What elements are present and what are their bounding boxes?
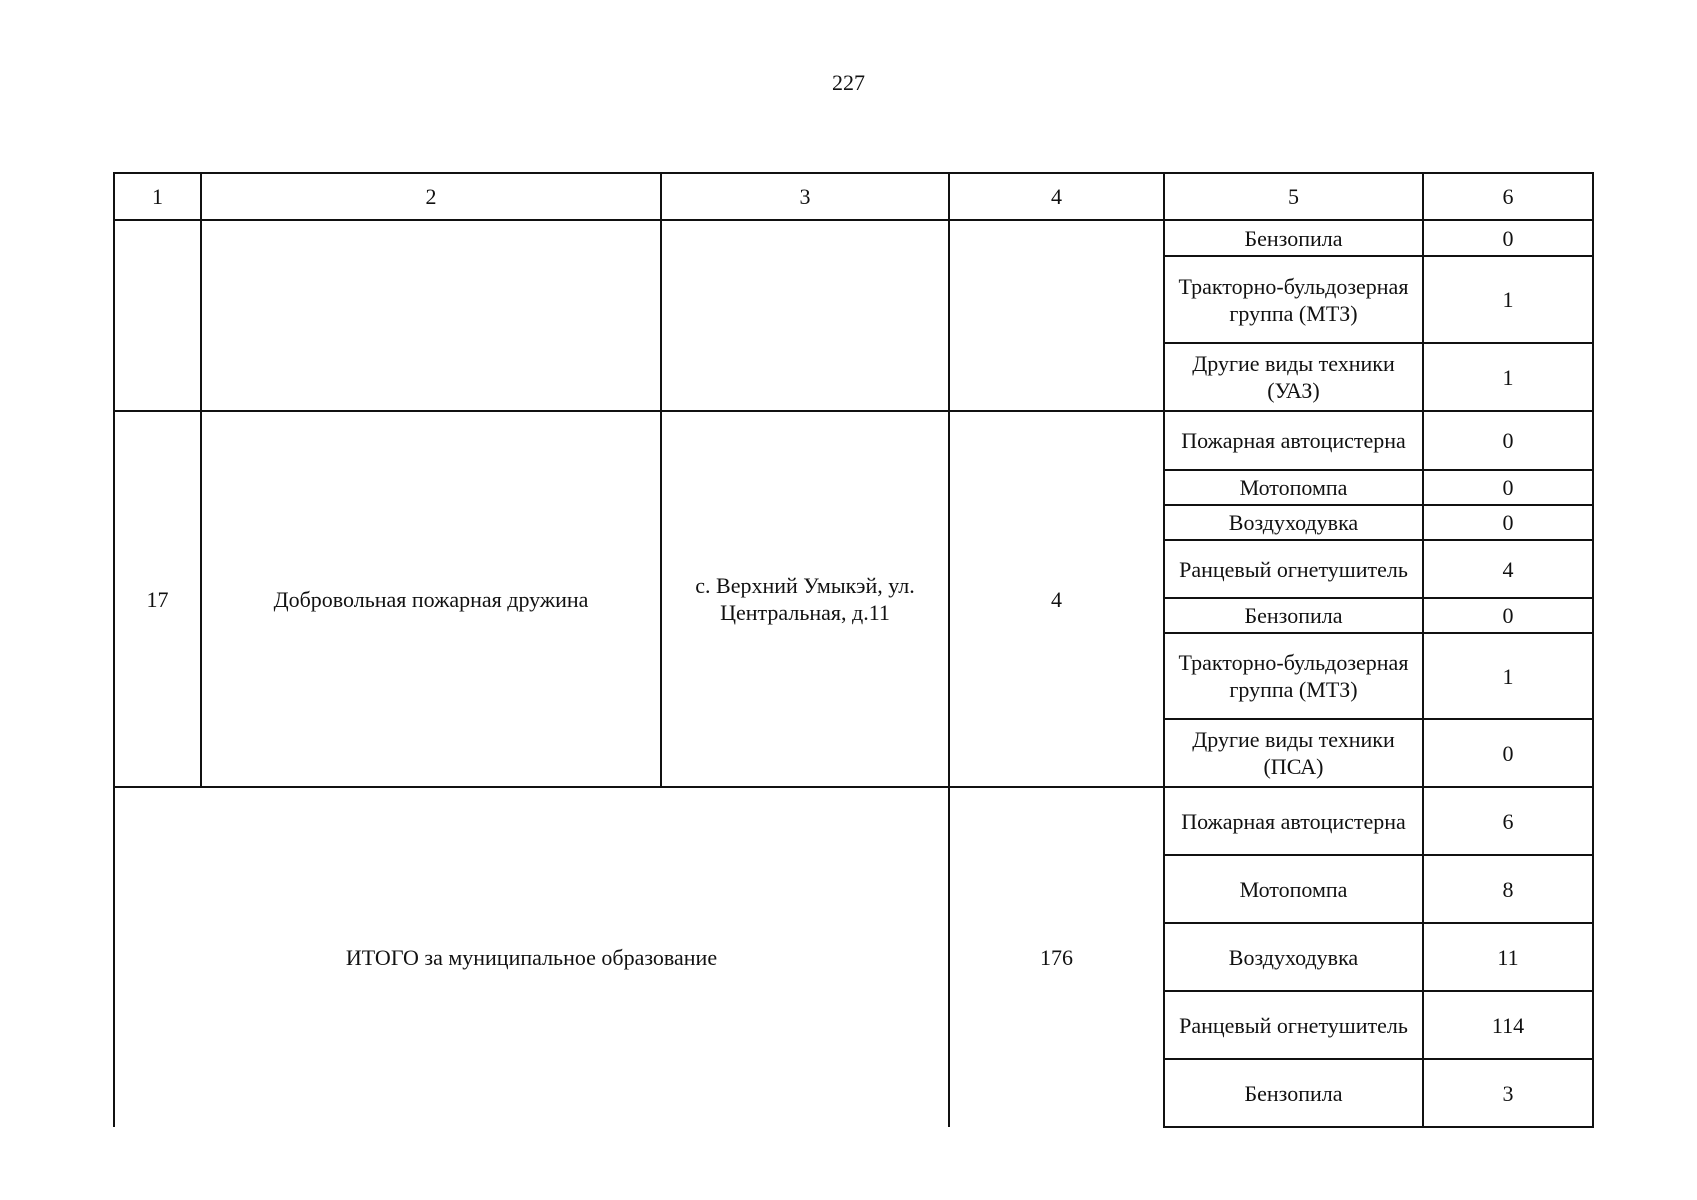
entry-number-cell: 17 — [114, 411, 201, 787]
count-cell: 1 — [1423, 343, 1593, 411]
continued-name-cell — [201, 220, 661, 411]
continued-address-cell — [661, 220, 949, 411]
count-cell: 11 — [1423, 923, 1593, 991]
table-row — [114, 787, 1593, 855]
equipment-cell: Мотопомпа — [1164, 855, 1423, 923]
equipment-cell: Пожарная автоцистерна — [1164, 411, 1423, 470]
table-row — [114, 411, 1593, 470]
count-cell: 114 — [1423, 991, 1593, 1059]
equipment-cell: Другие виды техники (ПСА) — [1164, 719, 1423, 787]
equipment-table — [113, 172, 1594, 1128]
equipment-cell: Ранцевый огнетушитель — [1164, 540, 1423, 598]
equipment-cell: Мотопомпа — [1164, 470, 1423, 505]
header-cell: 5 — [1164, 173, 1423, 220]
equipment-cell: Тракторно-бульдозерная группа (МТЗ) — [1164, 633, 1423, 719]
header-cell: 4 — [949, 173, 1164, 220]
total-personnel-cell: 176 — [949, 787, 1164, 1127]
equipment-cell: Тракторно-бульдозерная группа (МТЗ) — [1164, 256, 1423, 343]
count-cell: 0 — [1423, 505, 1593, 540]
continued-personnel-cell — [949, 220, 1164, 411]
equipment-cell: Воздуходувка — [1164, 505, 1423, 540]
page-number: 227 — [832, 70, 865, 95]
count-cell: 0 — [1423, 598, 1593, 633]
header-cell: 3 — [661, 173, 949, 220]
entry-personnel-cell: 4 — [949, 411, 1164, 787]
entry-name-cell: Добровольная пожарная дружина — [201, 411, 661, 787]
header-cell: 6 — [1423, 173, 1593, 220]
count-cell: 1 — [1423, 633, 1593, 719]
count-cell: 4 — [1423, 540, 1593, 598]
count-cell: 0 — [1423, 719, 1593, 787]
count-cell: 8 — [1423, 855, 1593, 923]
count-cell: 3 — [1423, 1059, 1593, 1127]
count-cell: 0 — [1423, 220, 1593, 256]
equipment-cell: Бензопила — [1164, 598, 1423, 633]
entry-address-cell: с. Верхний Умыкэй, ул. Центральная, д.11 — [661, 411, 949, 787]
count-cell: 0 — [1423, 411, 1593, 470]
equipment-cell: Ранцевый огнетушитель — [1164, 991, 1423, 1059]
header-cell: 2 — [201, 173, 661, 220]
equipment-cell: Другие виды техники (УАЗ) — [1164, 343, 1423, 411]
table-row — [114, 220, 1593, 256]
total-label-cell: ИТОГО за муниципальное образование — [114, 787, 949, 1127]
continued-number-cell — [114, 220, 201, 411]
equipment-cell: Воздуходувка — [1164, 923, 1423, 991]
count-cell: 6 — [1423, 787, 1593, 855]
count-cell: 1 — [1423, 256, 1593, 343]
equipment-cell: Бензопила — [1164, 220, 1423, 256]
header-cell: 1 — [114, 173, 201, 220]
equipment-cell: Бензопила — [1164, 1059, 1423, 1127]
count-cell: 0 — [1423, 470, 1593, 505]
table-header-row — [114, 173, 1593, 220]
equipment-cell: Пожарная автоцистерна — [1164, 787, 1423, 855]
